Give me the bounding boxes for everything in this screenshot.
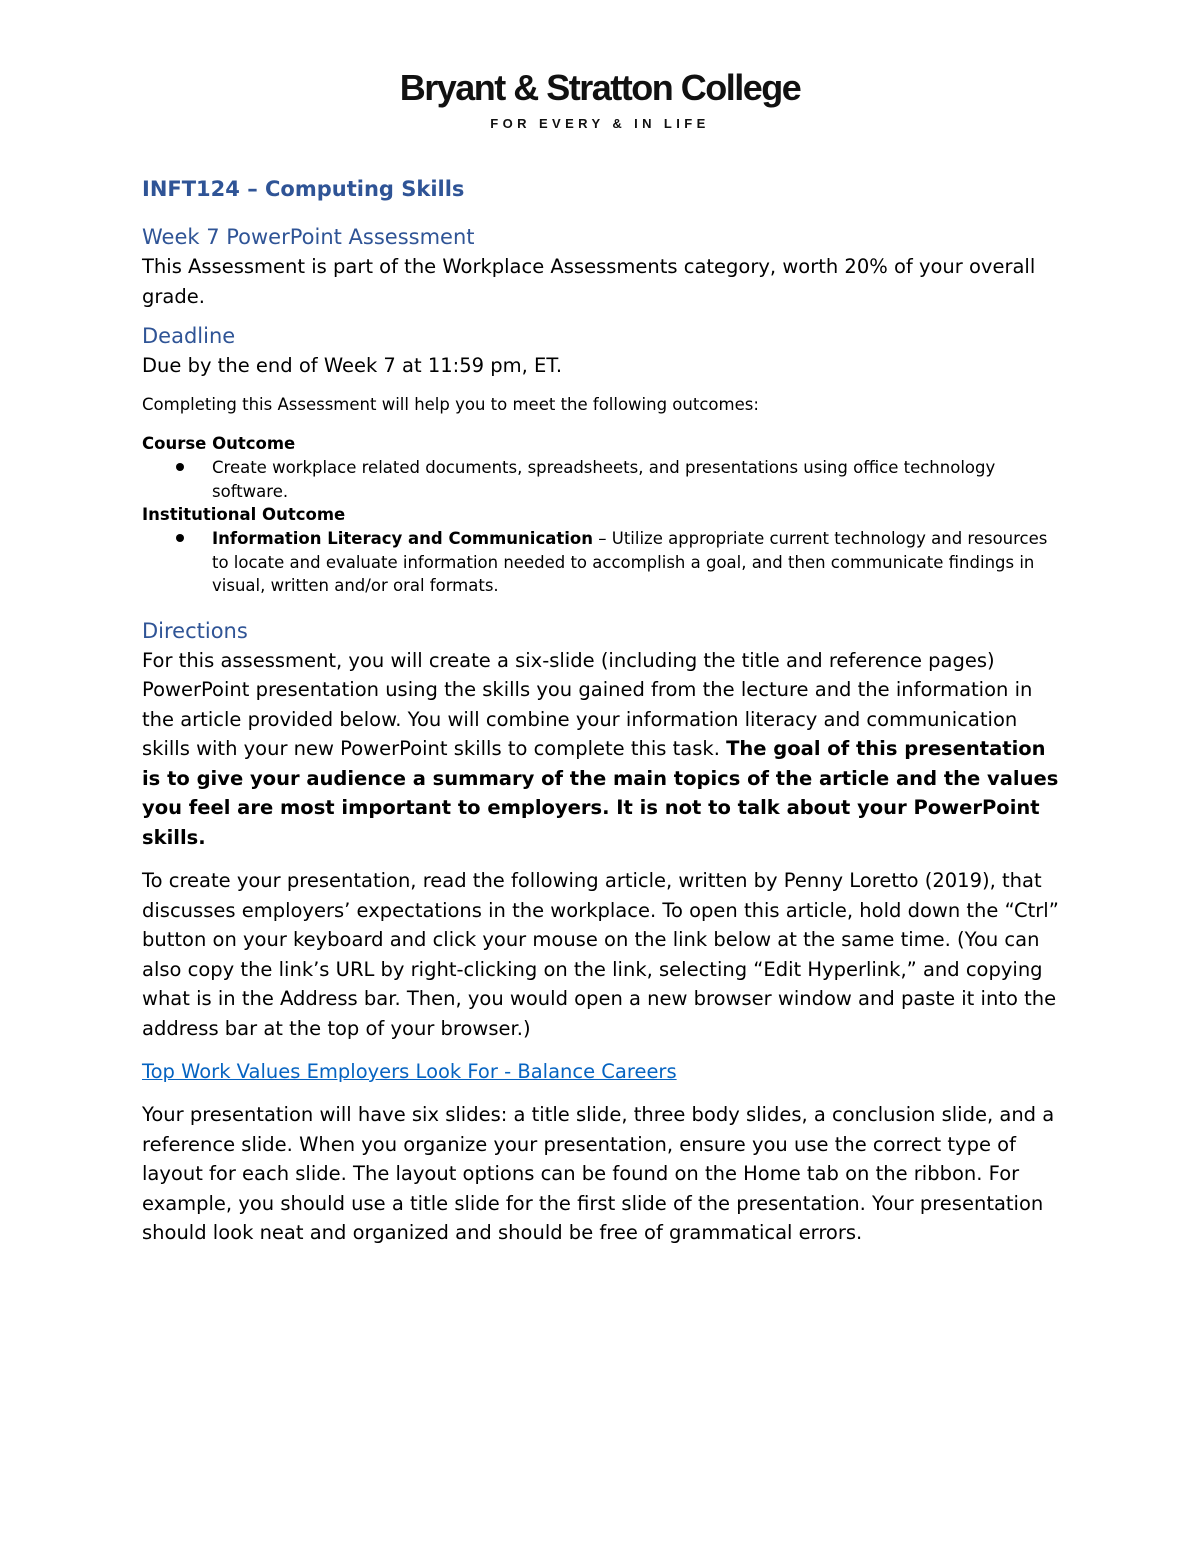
college-logo <box>0 66 1200 134</box>
directions-paragraph-3: Your presentation will have six slides: a title slide, three body slides, a conclusion slide, and a reference slide. When you organize your presentation, ensure you use the correct type of layout for each slide. The layout options can be found on the Home tab on the ribbon. For example, you should use a title slide for the first slide of the presentation. Your presentation should look neat and organized and should be free of grammatical errors. <box>142 1103 1055 1244</box>
bullet-icon <box>176 463 184 471</box>
deadline-text: Due by the end of Week 7 at 11:59 pm, ET. <box>142 354 563 377</box>
institutional-outcome-list <box>142 527 1062 598</box>
directions-paragraph-1 <box>142 646 1062 853</box>
list-item <box>142 527 1062 598</box>
article-link-line <box>142 1057 1062 1086</box>
course-outcome-list <box>142 456 1062 503</box>
logo-tagline: FOR EVERY & IN LIFE <box>490 116 710 131</box>
course-title: INFT124 – Computing Skills <box>142 177 465 201</box>
directions-heading: Directions <box>142 618 248 643</box>
assessment-heading: Week 7 PowerPoint Assessment <box>142 225 475 249</box>
assessment-description: This Assessment is part of the Workplace Assessments category, worth 20% of your overall grade. <box>142 255 1036 308</box>
institutional-outcome-label: Institutional Outcome <box>142 505 346 524</box>
directions-text: For this assessment, you will create a six-slide (including the title and reference pages) PowerPoint presentation using the skills you gained from the lecture and the information in the article provided below. You will combine your information literacy and communication skills with your new PowerPoint skills to complete this task. <box>142 648 1033 760</box>
bullet-icon <box>176 534 184 542</box>
course-outcome-text: Create workplace related documents, spreadsheets, and presentations using office technology software. <box>212 458 996 501</box>
course-outcome-label: Course Outcome <box>142 434 296 453</box>
article-link[interactable]: Top Work Values Employers Look For - Balance Careers <box>142 1060 677 1083</box>
logo-name: Bryant & Stratton College <box>399 67 801 108</box>
document-body <box>142 172 1062 1248</box>
institutional-outcome-text: – Utilize appropriate current technology and resources to locate and evaluate information needed to accomplish a goal, and then communicate findings in visual, written and/or oral formats. <box>212 529 1048 595</box>
institutional-outcome-title: Information Literacy and Communication <box>212 529 593 548</box>
list-item <box>142 456 1062 503</box>
directions-goal: The goal of this presentation is to give your audience a summary of the main topics of the article and the values you feel are most important to employers. It is not to talk about your PowerPoint skills. <box>142 737 1059 849</box>
outcomes-intro: Completing this Assessment will help you to meet the following outcomes: <box>142 394 759 414</box>
directions-paragraph-2: To create your presentation, read the following article, written by Penny Loretto (2019), that discusses employers’ expectations in the workplace. To open this article, hold down the “Ctrl” button on your keyboard and click your mouse on the link below at the same time. (You can also copy the link’s URL by right-clicking on the link, selecting “Edit Hyperlink,” and copying what is in the Address bar. Then, you would open a new browser window and paste it into the address bar at the top of your browser.) <box>142 869 1059 1040</box>
deadline-heading: Deadline <box>142 324 236 348</box>
